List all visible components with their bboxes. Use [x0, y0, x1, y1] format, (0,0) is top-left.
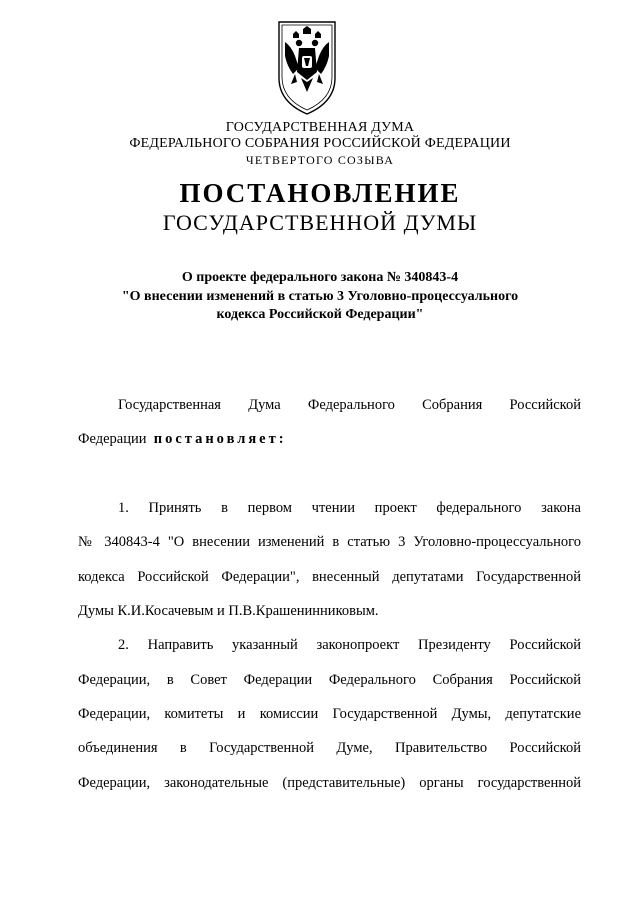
resolves-verb: постановляет: [153, 431, 287, 447]
subject-line-1: О проекте федерального закона № 340843-4 [181, 270, 459, 285]
paragraph-1-line-2: № 340843-4 "О внесении изменений в статью 3 Уголовно-процессуального [78, 534, 581, 550]
org-line-1: ГОСУДАРСТВЕННАЯ ДУМА [225, 120, 415, 135]
paragraph-1-line-1: 1. Принять в первом чтении проект федерального закона [118, 500, 581, 516]
paragraph-1-line-4: Думы К.И.Косачевым и П.В.Крашенинниковым. [78, 603, 379, 619]
subject-line-2: "О внесении изменений в статью 3 Уголовно-процессуального [121, 289, 519, 304]
preamble-text: Федерации [78, 431, 147, 447]
org-line-2: ФЕДЕРАЛЬНОГО СОБРАНИЯ РОССИЙСКОЙ ФЕДЕРАЦИИ [129, 136, 511, 151]
preamble-line-1: Государственная Дума Федерального Собрания Российской [118, 397, 581, 413]
document-issuer-title: ГОСУДАРСТВЕННОЙ ДУМЫ [162, 210, 478, 235]
preamble-line-2 [78, 430, 581, 448]
org-line-3: ЧЕТВЕРТОГО СОЗЫВА [245, 153, 395, 167]
paragraph-1-line-3: кодекса Российской Федерации", внесенный депутатами Государственной [78, 569, 581, 585]
paragraph-2-line-1: 2. Направить указанный законопроект Президенту Российской [118, 637, 581, 653]
paragraph-2-line-3: Федерации, комитеты и комиссии Государственной Думы, депутатские [78, 706, 581, 722]
document-type-title: ПОСТАНОВЛЕНИЕ [179, 178, 461, 208]
paragraph-2-line-4: объединения в Государственной Думе, Правительство Российской [78, 740, 581, 756]
subject-line-3: кодекса Российской Федерации" [216, 307, 424, 322]
coat-of-arms-icon [271, 16, 343, 116]
paragraph-2-line-2: Федерации, в Совет Федерации Федерального Собрания Российской [78, 672, 581, 688]
paragraph-2-line-5: Федерации, законодательные (представительные) органы государственной [78, 775, 581, 791]
